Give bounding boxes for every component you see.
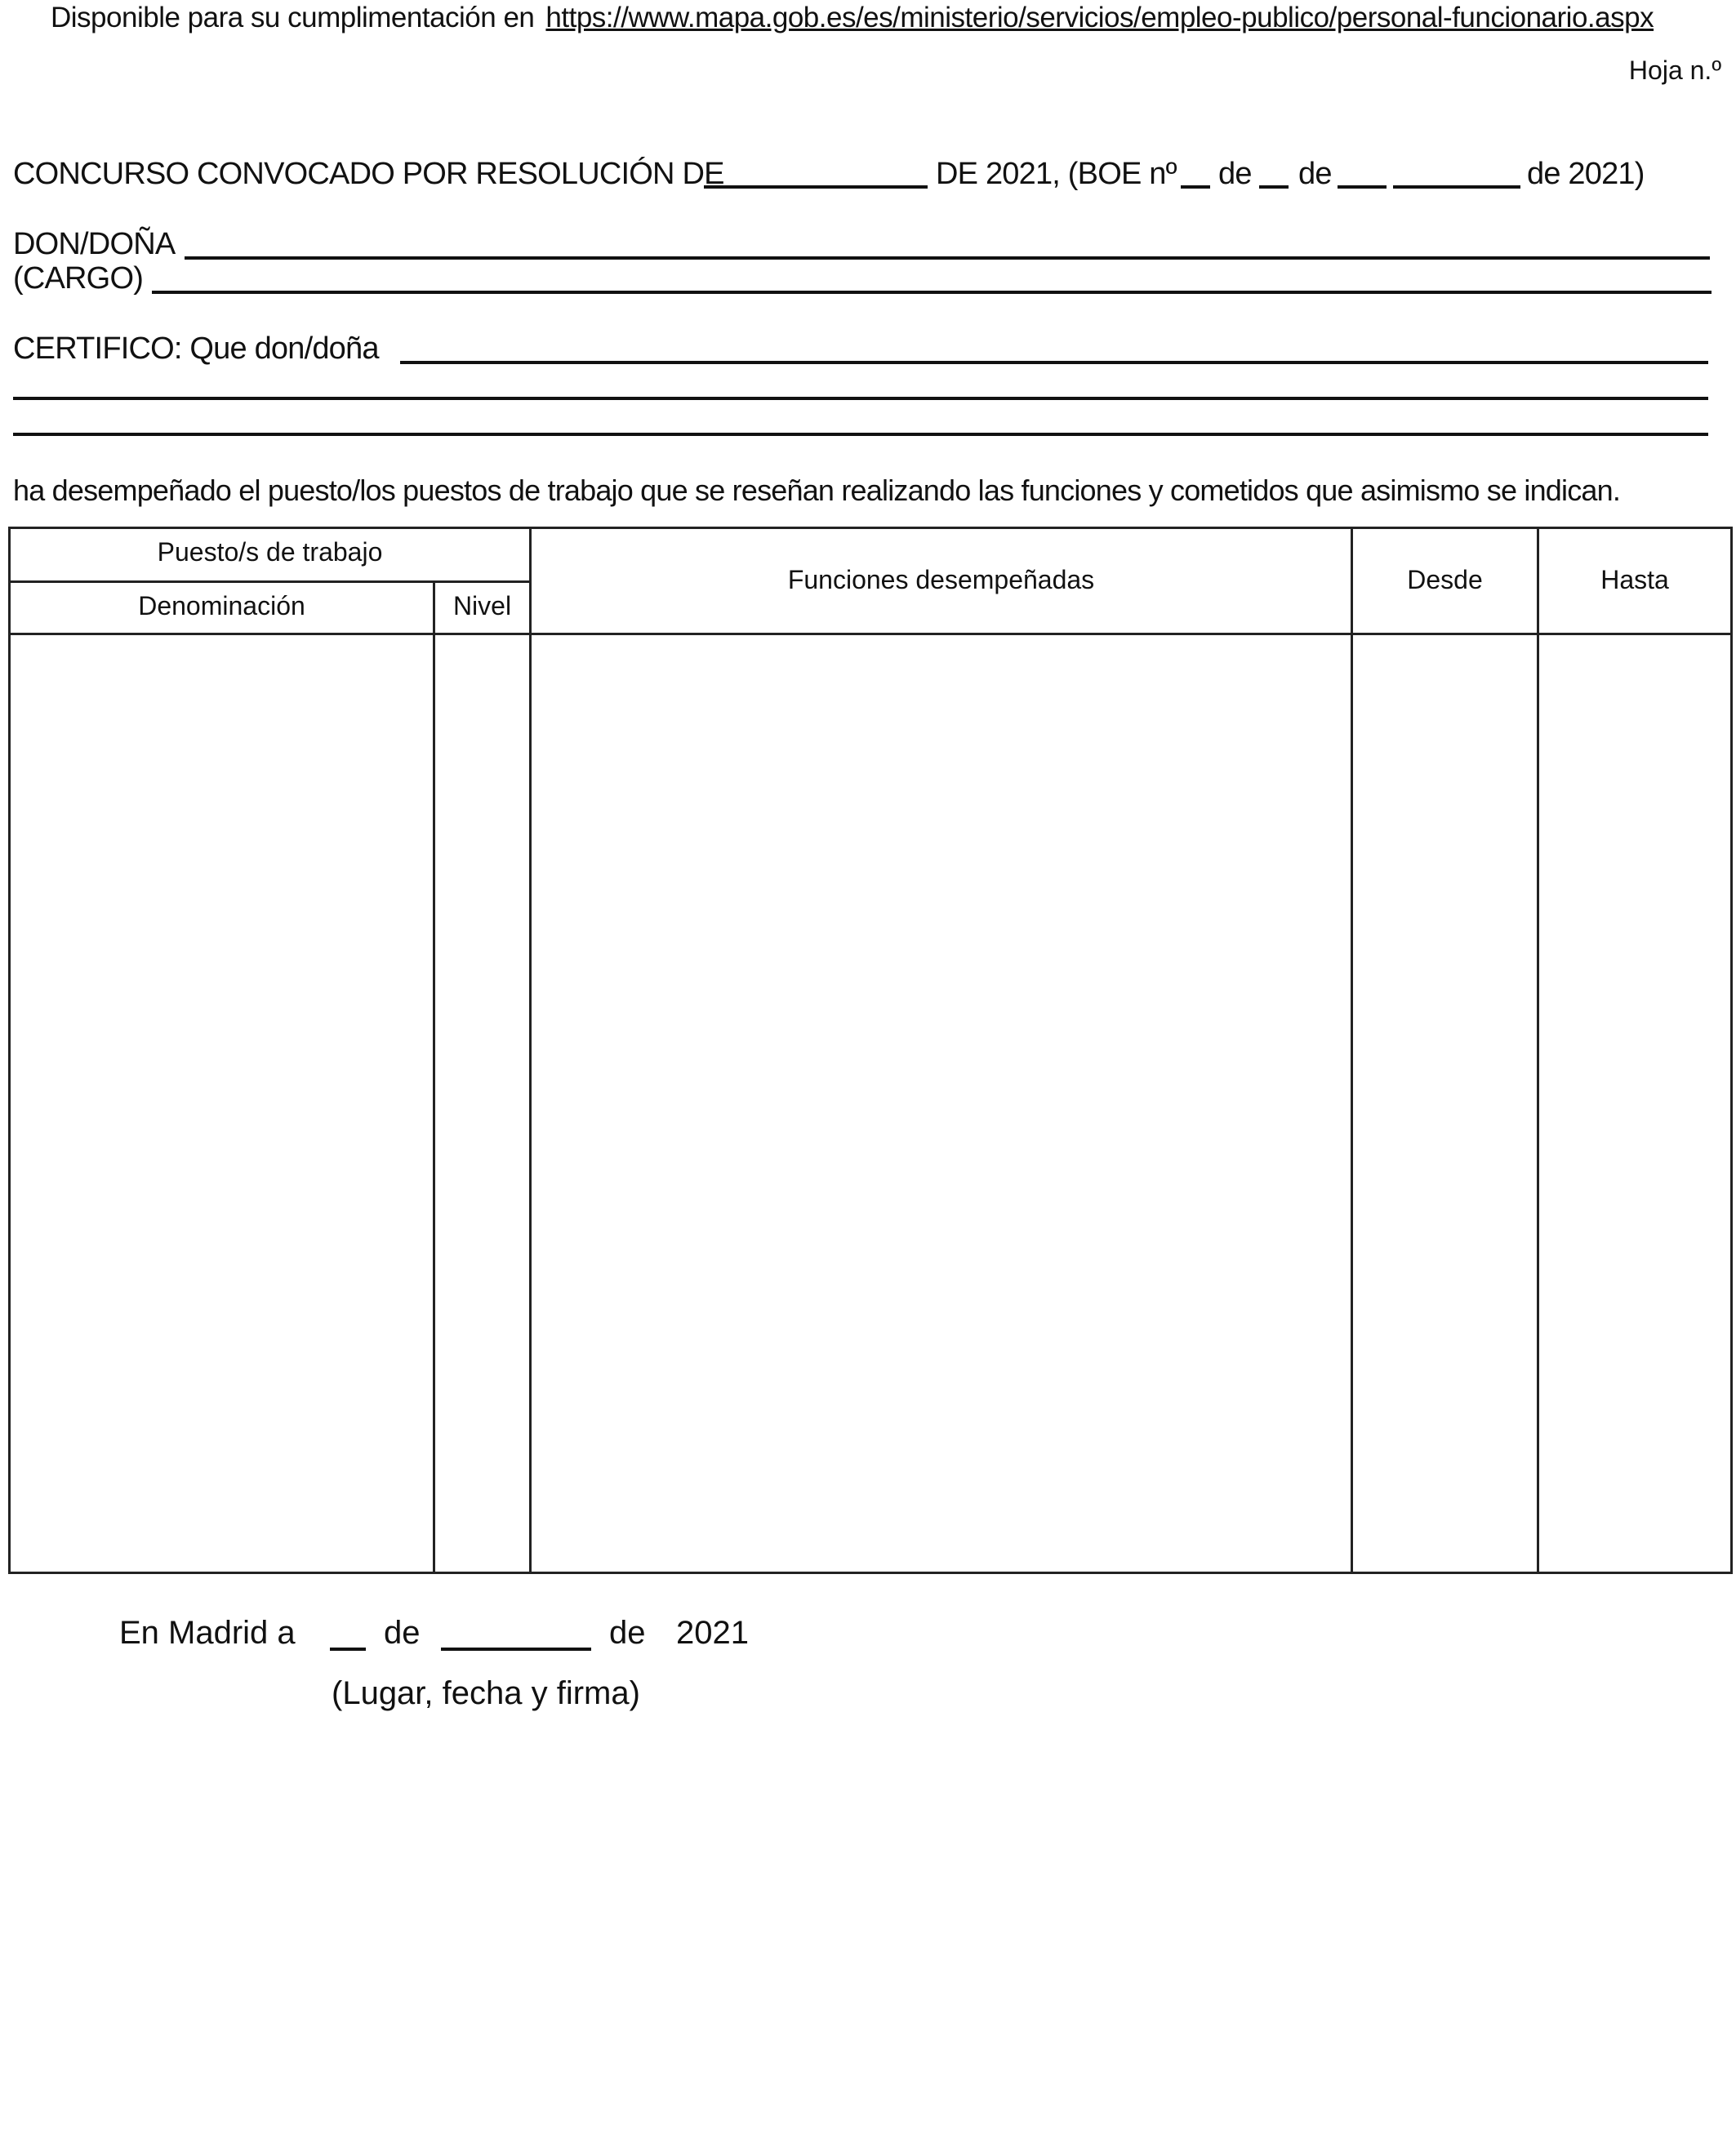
availability-line: [51, 2, 1654, 34]
cell-nivel[interactable]: [435, 635, 529, 1572]
boe-month-field-a[interactable]: [1338, 158, 1387, 189]
cell-hasta[interactable]: [1539, 635, 1730, 1572]
don-dona-label: DON/DOÑA: [13, 227, 176, 261]
concurso-prefix: CONCURSO CONVOCADO POR RESOLUCIÓN DE: [13, 157, 724, 191]
header-denominacion: Denominación: [138, 591, 305, 620]
availability-text: Disponible para su cumplimentación en: [51, 2, 535, 33]
concurso-de2: de: [1218, 157, 1252, 191]
don-dona-field[interactable]: [185, 229, 1710, 260]
cell-desde[interactable]: [1353, 635, 1537, 1572]
concurso-de3: de: [1298, 157, 1332, 191]
certified-person-field-2[interactable]: [13, 369, 1708, 400]
sheet-number-label: Hoja n.º: [1628, 56, 1721, 85]
table-border-subheader: [8, 580, 531, 583]
header-funciones: Funciones desempeñadas: [787, 565, 1095, 594]
certified-person-field-1[interactable]: [400, 333, 1708, 364]
cell-funciones[interactable]: [532, 635, 1351, 1572]
header-desde: Desde: [1407, 565, 1483, 594]
closing-year: 2021: [676, 1615, 749, 1651]
header-nivel: Nivel: [452, 591, 512, 620]
performed-statement: ha desempeñado el puesto/los puestos de trabajo que se reseñan realizando las funciones y cometidos que asimismo se indican.: [13, 474, 1621, 507]
closing-de2: de: [609, 1615, 646, 1651]
boe-day-field[interactable]: [1259, 158, 1289, 189]
closing-de1: de: [384, 1615, 421, 1651]
boe-month-field-b[interactable]: [1393, 158, 1520, 189]
concurso-de: DE 2021, (BOE nº: [936, 157, 1177, 191]
form-url-link[interactable]: https://www.mapa.gob.es/es/ministerio/servicios/empleo-publico/personal-funcionario.aspx: [545, 2, 1654, 33]
table-border-top: [8, 527, 1733, 529]
cargo-field[interactable]: [152, 263, 1712, 294]
table-border-right: [1730, 527, 1733, 1574]
table-border-bottom: [8, 1572, 1733, 1574]
closing-place: En Madrid a: [119, 1615, 296, 1651]
concurso-suffix: de 2021): [1527, 157, 1645, 191]
boe-number-field[interactable]: [1181, 158, 1210, 189]
cargo-label: (CARGO): [13, 261, 144, 296]
certifico-label: CERTIFICO: Que don/doña: [13, 331, 379, 366]
certified-person-field-3[interactable]: [13, 405, 1708, 436]
header-hasta: Hasta: [1600, 565, 1669, 594]
closing-month-field[interactable]: [441, 1618, 591, 1651]
cell-denominacion[interactable]: [11, 635, 433, 1572]
header-puestos-trabajo: Puesto/s de trabajo: [157, 537, 383, 567]
signature-caption: (Lugar, fecha y firma): [332, 1675, 640, 1711]
closing-day-field[interactable]: [330, 1618, 366, 1651]
resolution-date-field[interactable]: [704, 158, 928, 189]
